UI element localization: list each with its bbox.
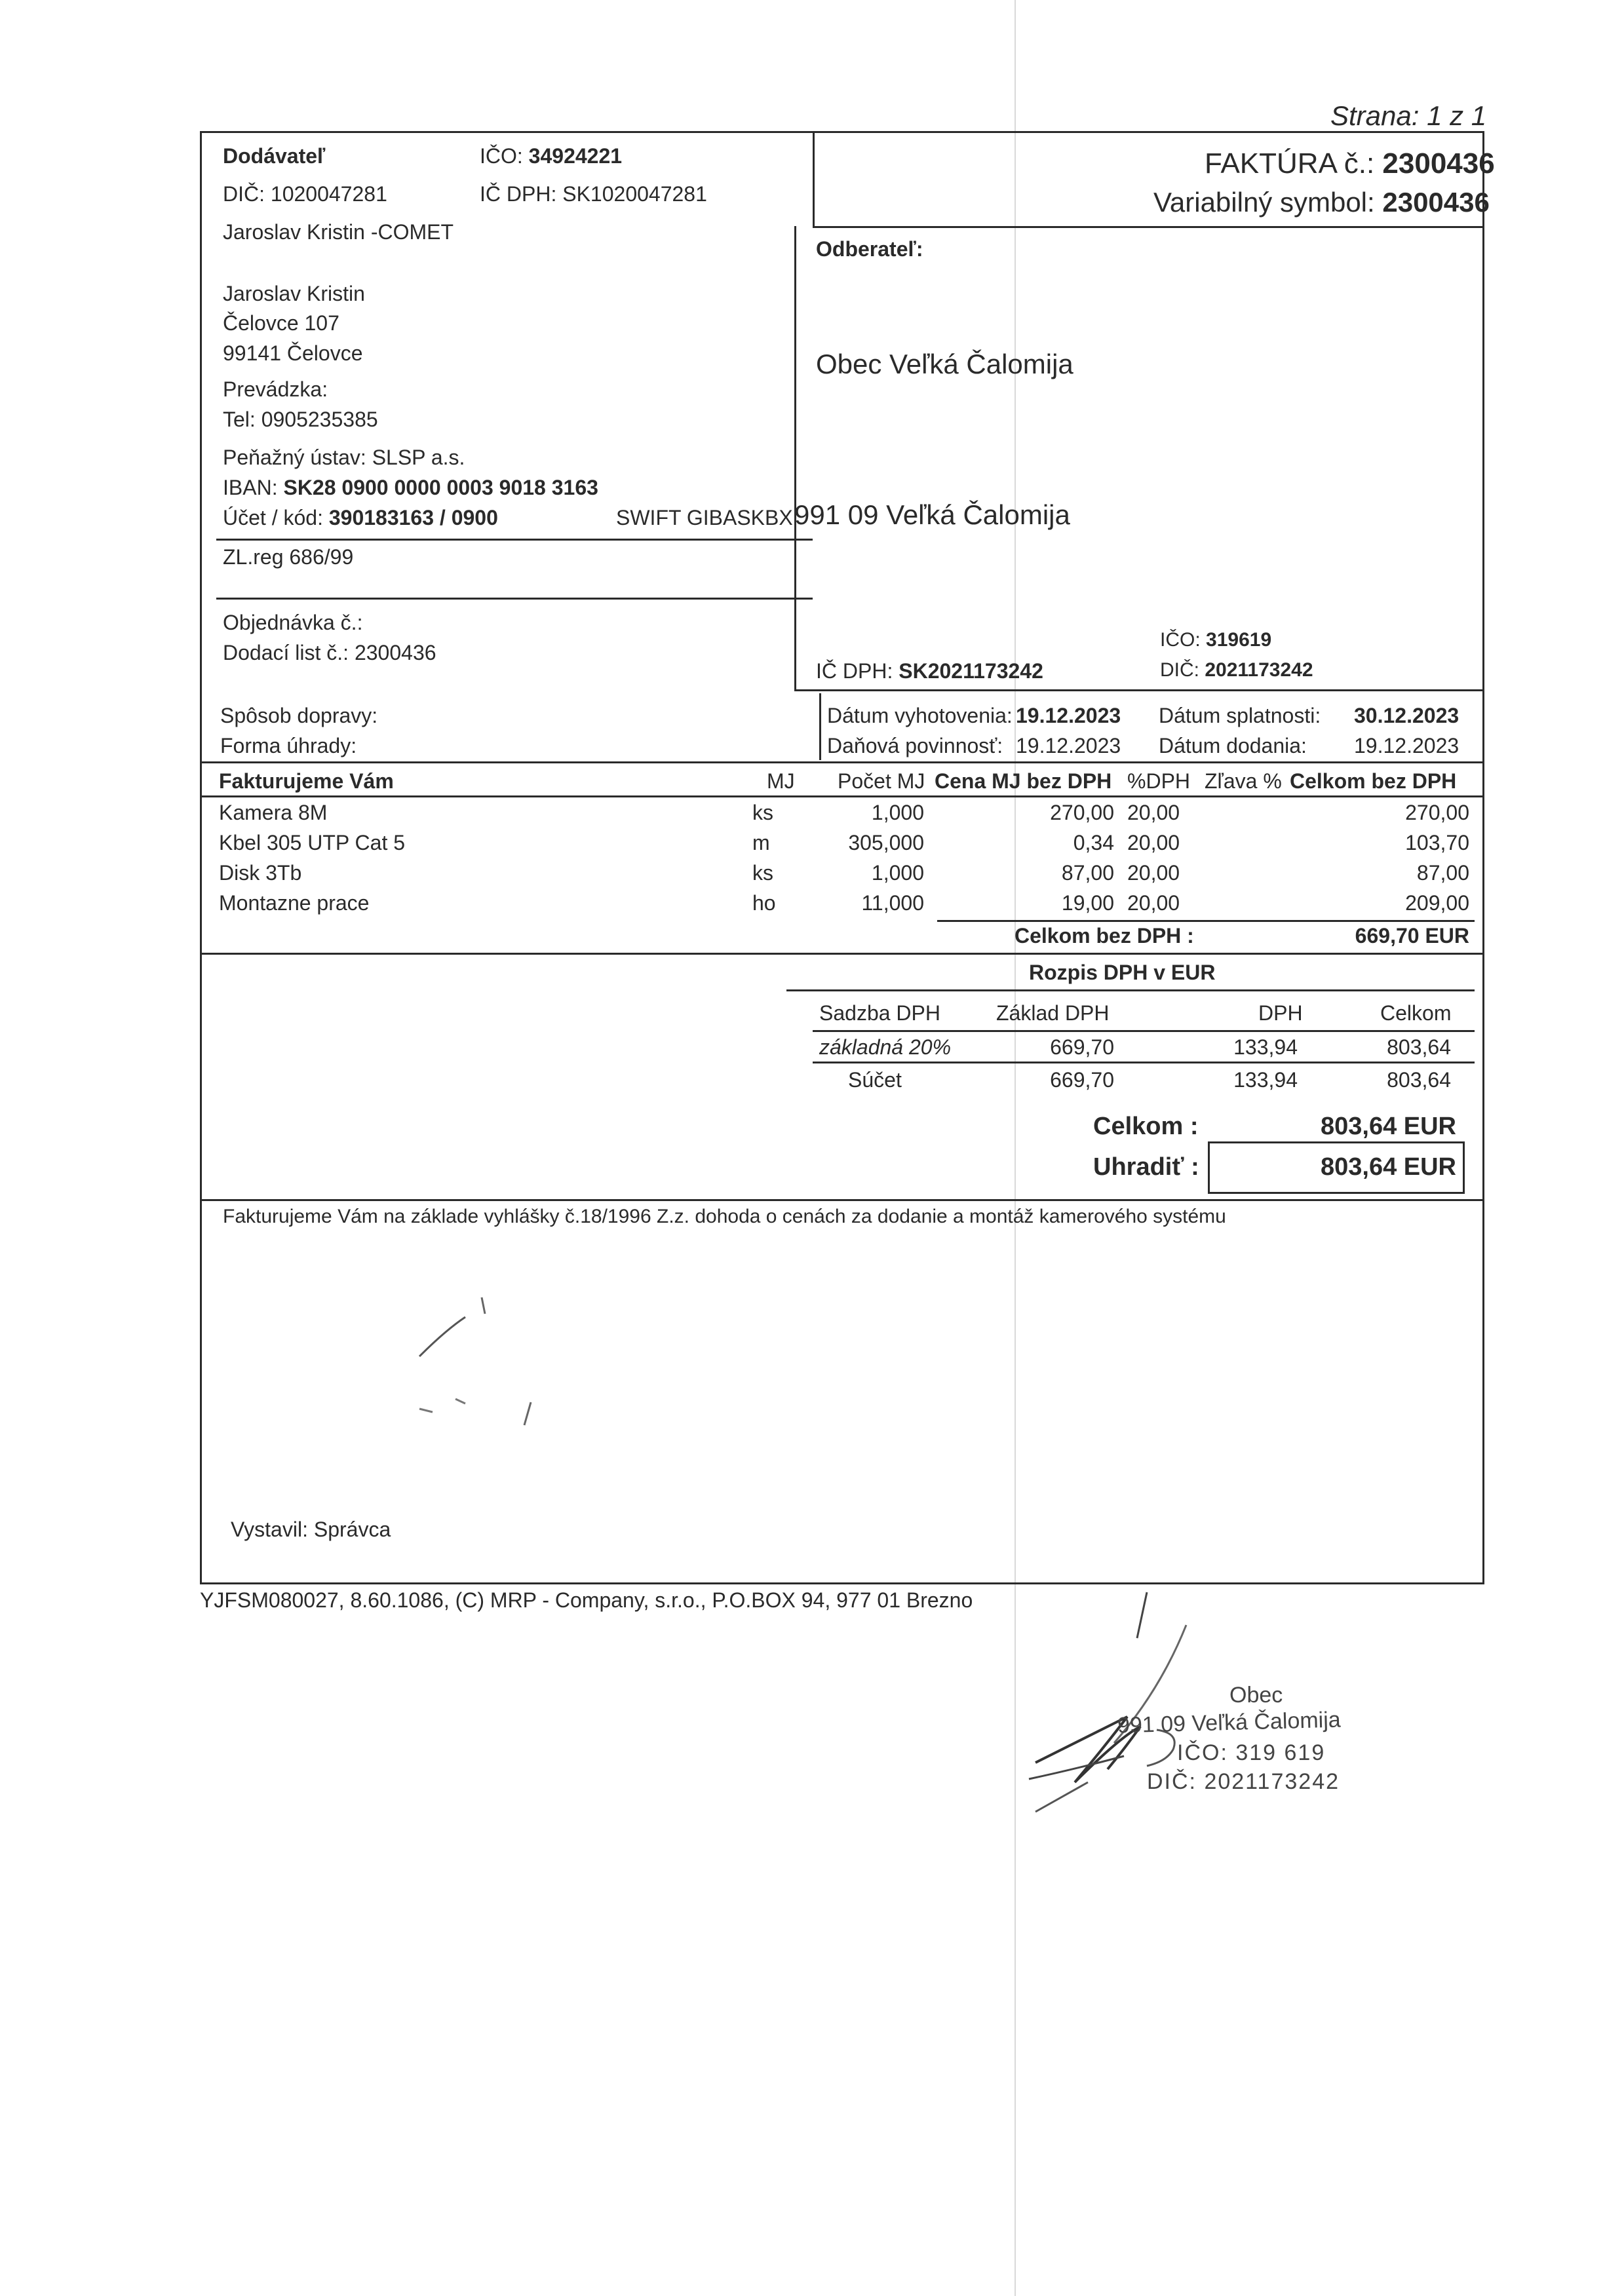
item-mj: ho — [752, 891, 776, 915]
divider — [813, 131, 815, 228]
invoice-title: FAKTÚRA č.: 2300436 — [1205, 147, 1495, 180]
stamp-line2: 991 09 Veľká Čalomija — [1117, 1707, 1342, 1738]
vat-breakdown-title: Rozpis DPH v EUR — [1029, 961, 1216, 984]
item-total: 209,00 — [1405, 891, 1469, 915]
item-price: 87,00 — [1061, 861, 1114, 885]
total-value: 803,64 EUR — [1320, 1113, 1456, 1140]
vat-total: 803,64 — [1387, 1035, 1451, 1059]
customer-icdph: IČ DPH: SK2021173242 — [816, 659, 1043, 683]
total-label: Celkom : — [1093, 1113, 1199, 1140]
supplier-account: Účet / kód: 390183163 / 0900 — [223, 506, 498, 529]
item-total: 87,00 — [1416, 861, 1469, 885]
vat-sum-base: 669,70 — [1050, 1068, 1114, 1092]
item-mj: m — [752, 831, 770, 854]
divider — [200, 795, 1484, 797]
amount-due-label: Uhradiť : — [1093, 1153, 1199, 1181]
item-vat: 20,00 — [1127, 891, 1180, 915]
subtotal-label: Celkom bez DPH : — [1015, 924, 1194, 947]
vat-sum-total: 803,64 — [1387, 1068, 1451, 1092]
supplier-dic: DIČ: 1020047281 — [223, 182, 387, 206]
item-mj: ks — [752, 861, 773, 885]
divider — [937, 920, 1475, 922]
item-qty: 11,000 — [861, 891, 924, 915]
supplier-zlreg: ZL.reg 686/99 — [223, 545, 354, 569]
item-total: 270,00 — [1405, 801, 1469, 824]
signature-scribble — [393, 1284, 564, 1442]
vat-header-rate: Sadzba DPH — [819, 1001, 940, 1025]
order-label: Objednávka č.: — [223, 611, 363, 634]
divider — [996, 1062, 1475, 1063]
item-desc: Disk 3Tb — [219, 861, 302, 885]
items-header-qty: Počet MJ — [838, 769, 925, 793]
customer-heading: Odberateľ: — [816, 237, 923, 261]
items-header-vat: %DPH — [1127, 769, 1191, 793]
supplier-street: Čelovce 107 — [223, 311, 339, 335]
page-number: Strana: 1 z 1 — [1330, 100, 1487, 131]
vat-rate: základná 20% — [819, 1035, 952, 1059]
delivery-date-label: Dátum dodania: — [1159, 734, 1307, 757]
due-date: 30.12.2023 — [1354, 704, 1460, 727]
item-vat: 20,00 — [1127, 831, 1180, 854]
divider — [200, 761, 1484, 763]
divider — [813, 1062, 999, 1063]
invoice-note: Fakturujeme Vám na základe vyhlášky č.18/1996 Z.z. dohoda o cenách za dodanie a montáž kamerového systému — [223, 1206, 1226, 1227]
amount-due-value: 803,64 EUR — [1320, 1153, 1456, 1181]
divider — [813, 1030, 1475, 1032]
divider — [216, 539, 813, 541]
item-vat: 20,00 — [1127, 801, 1180, 824]
divider — [786, 989, 1475, 991]
item-qty: 1,000 — [871, 801, 924, 824]
supplier-bank: Peňažný ústav: SLSP a.s. — [223, 446, 465, 469]
taxdate-label: Daňová povinnosť: — [827, 734, 1003, 757]
stamp-line4: DIČ: 2021173242 — [1147, 1769, 1340, 1794]
supplier-iban: IBAN: SK28 0900 0000 0003 9018 3163 — [223, 476, 598, 499]
customer-ico: IČO: 319619 — [1160, 629, 1272, 651]
customer-name: Obec Veľká Čalomija — [816, 349, 1073, 379]
item-desc: Montazne prace — [219, 891, 370, 915]
delivery-note: Dodací list č.: 2300436 — [223, 641, 436, 664]
items-header-discount: Zľava % — [1205, 769, 1282, 793]
vat-header-base: Základ DPH — [996, 1001, 1110, 1025]
vat-header-total: Celkom — [1380, 1001, 1452, 1025]
item-price: 19,00 — [1061, 891, 1114, 915]
supplier-prevadzka: Prevádzka: — [223, 377, 328, 401]
supplier-swift: SWIFT GIBASKBX — [616, 506, 793, 529]
issued-label: Dátum vyhotovenia: — [827, 704, 1013, 727]
supplier-heading: Dodávateľ — [223, 144, 326, 168]
items-header-price: Cena MJ bez DPH — [935, 769, 1112, 793]
vat-amount: 133,94 — [1233, 1035, 1298, 1059]
subtotal-value: 669,70 EUR — [1355, 924, 1469, 947]
stamp-line3: IČO: 319 619 — [1177, 1740, 1326, 1765]
customer-address: 991 09 Veľká Čalomija — [794, 499, 1070, 530]
issued-by: Vystavil: Správca — [231, 1518, 391, 1541]
supplier-city: 99141 Čelovce — [223, 341, 363, 365]
item-vat: 20,00 — [1127, 861, 1180, 885]
due-label: Dátum splatnosti: — [1159, 704, 1321, 727]
customer-dic: DIČ: 2021173242 — [1160, 659, 1313, 681]
divider — [200, 953, 1484, 955]
divider — [216, 598, 813, 600]
issued-date: 19.12.2023 — [1016, 704, 1121, 727]
item-price: 0,34 — [1073, 831, 1114, 854]
item-price: 270,00 — [1050, 801, 1114, 824]
items-header-mj: MJ — [767, 769, 795, 793]
transport-label: Spôsob dopravy: — [220, 704, 378, 727]
supplier-tel: Tel: 0905235385 — [223, 408, 378, 431]
item-desc: Kbel 305 UTP Cat 5 — [219, 831, 406, 854]
payment-method-label: Forma úhrady: — [220, 734, 357, 757]
footer-text: YJFSM080027, 8.60.1086, (C) MRP - Company, s.r.o., P.O.BOX 94, 977 01 Brezno — [200, 1588, 973, 1612]
item-total: 103,70 — [1405, 831, 1469, 854]
vat-sum-label: Súčet — [848, 1068, 902, 1092]
vat-header-vat: DPH — [1258, 1001, 1303, 1025]
item-qty: 1,000 — [871, 861, 924, 885]
supplier-company: Jaroslav Kristin -COMET — [223, 220, 454, 244]
item-qty: 305,000 — [848, 831, 924, 854]
supplier-ico: IČO: 34924221 — [480, 144, 623, 168]
vat-base: 669,70 — [1050, 1035, 1114, 1059]
supplier-icdph: IČ DPH: SK1020047281 — [480, 182, 707, 206]
item-mj: ks — [752, 801, 773, 824]
supplier-name: Jaroslav Kristin — [223, 282, 365, 305]
divider — [200, 1199, 1484, 1201]
taxdate: 19.12.2023 — [1016, 734, 1121, 757]
variable-symbol: Variabilný symbol: 2300436 — [1153, 187, 1490, 218]
items-header-total: Celkom bez DPH — [1290, 769, 1457, 793]
vat-sum-amount: 133,94 — [1233, 1068, 1298, 1092]
delivery-date: 19.12.2023 — [1354, 734, 1460, 757]
items-header-desc: Fakturujeme Vám — [219, 769, 394, 793]
stamp-line1: Obec — [1229, 1683, 1283, 1708]
customer-box — [794, 226, 1484, 691]
divider — [819, 693, 821, 760]
item-desc: Kamera 8M — [219, 801, 328, 824]
